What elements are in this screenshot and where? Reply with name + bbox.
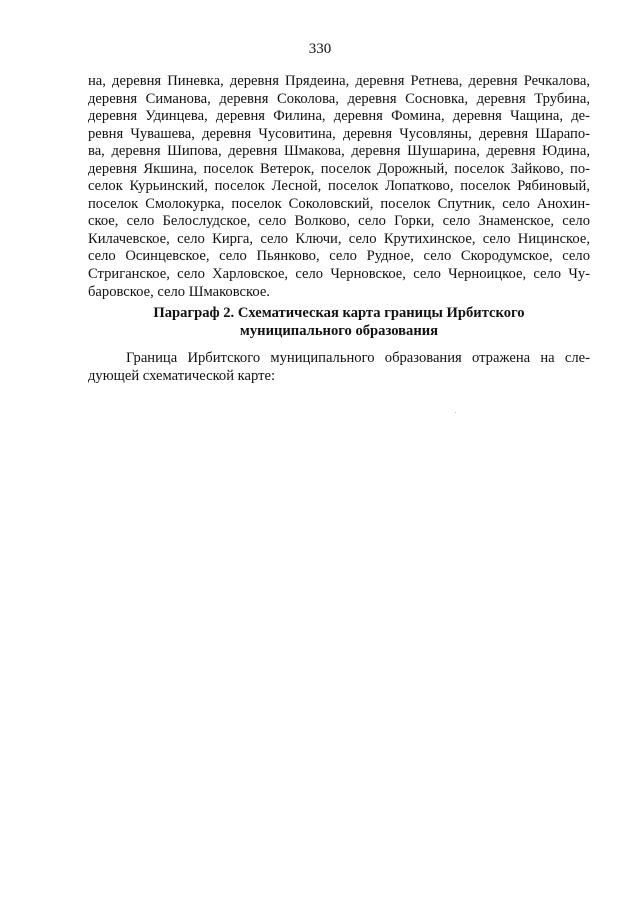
paragraph-line: Килачевское, село Кирга, село Ключи, село Крутихинское, село Ницинское, [88,230,590,247]
heading-line: муниципального образования [239,322,439,339]
paragraph-line: ское, село Белослудское, село Волково, село Горки, село Знаменское, село [88,213,590,230]
paragraph-line: селок Курьинский, поселок Лесной, поселок Лопатково, поселок Рябиновый, [88,178,590,195]
paragraph-line: деревня Удинцева, деревня Филина, деревня Фомина, деревня Чащина, де- [88,108,590,125]
settlement-list-paragraph [88,73,590,301]
paragraph-line: ва, деревня Шипова, деревня Шмакова, деревня Шушарина, деревня Юдина, [88,143,590,160]
paragraph-line: поселок Смолокурка, поселок Соколовский, поселок Спутник, село Анохин- [88,195,590,212]
section-heading [88,305,590,340]
paragraph-line: Стриганское, село Харловское, село Черновское, село Черноицкое, село Чу- [88,266,590,283]
paragraph-line: дующей схематической карте: [88,367,276,384]
paragraph-line: на, деревня Пиневка, деревня Прядеина, деревня Ретнева, деревня Речкалова, [88,73,590,89]
paragraph-line: ревня Чувашева, деревня Чусовитина, деревня Чусовляны, деревня Шарапо- [88,125,590,142]
paragraph-line: деревня Симанова, деревня Соколова, деревня Сосновка, деревня Трубина, [88,90,590,107]
heading-line: Параграф 2. Схематическая карта границы Ирбитского [153,305,525,321]
paragraph-line: Граница Ирбитского муниципального образования отражена на сле- [126,350,590,366]
paragraph-line: село Осинцевское, село Пьянково, село Рудное, село Скородумское, село [88,248,590,265]
paragraph-line: деревня Якшина, поселок Ветерок, поселок Дорожный, поселок Зайково, по- [88,160,590,177]
scan-speck [455,412,456,413]
map-intro-paragraph [88,350,590,385]
page-number: 330 [308,41,332,57]
paragraph-line: баровское, село Шмаковское. [88,283,270,300]
